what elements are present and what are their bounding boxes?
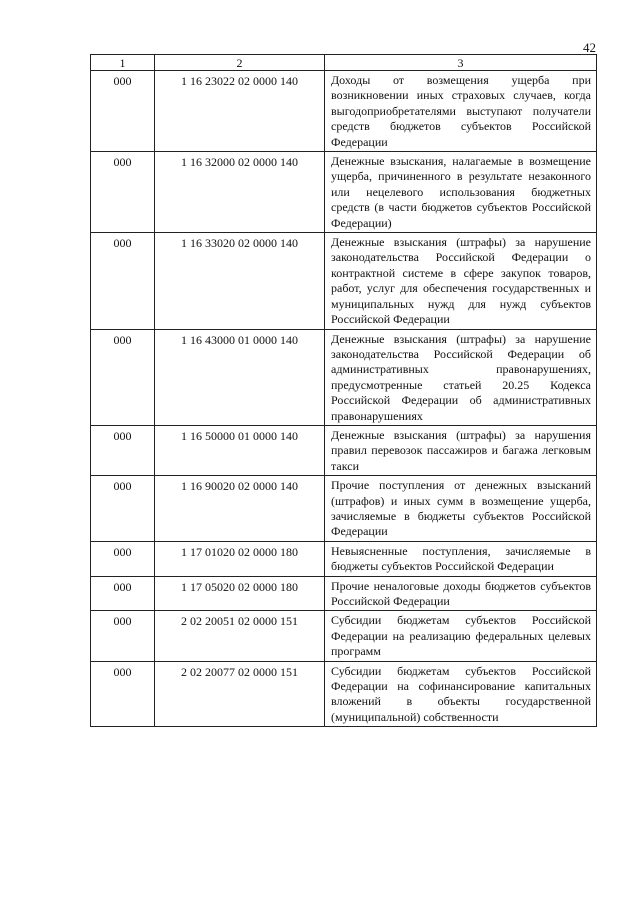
page-number: 42 [583,40,596,55]
revenue-code-cell: 1 16 50000 01 0000 140 [155,425,325,475]
revenue-code-cell: 1 16 33020 02 0000 140 [155,233,325,329]
table-row [91,476,597,542]
description-cell: Денежные взыскания (штрафы) за нарушения правил перевозок пассажиров и багажа легковым такси [325,425,597,475]
admin-code-cell: 000 [91,233,155,329]
admin-code-cell: 000 [91,425,155,475]
revenue-code-cell: 2 02 20051 02 0000 151 [155,611,325,661]
revenue-code-cell: 1 17 01020 02 0000 180 [155,541,325,576]
admin-code-cell: 000 [91,661,155,727]
description-cell: Субсидии бюджетам субъектов Российской Федерации на софинансирование капитальных вложений в объекты государственной (муниципальной) собственности [325,661,597,727]
table-row [91,329,597,425]
revenue-code-cell: 1 16 23022 02 0000 140 [155,71,325,152]
header-row [91,55,597,71]
table-row [91,71,597,152]
description-cell: Денежные взыскания (штрафы) за нарушение законодательства Российской Федерации о контрактной системе в сфере закупок товаров, работ, услуг для обеспечения государственных и муниципальных нужд для нужд субъектов Российской Федерации [325,233,597,329]
description-cell: Невыясненные поступления, зачисляемые в бюджеты субъектов Российской Федерации [325,541,597,576]
description-cell: Доходы от возмещения ущерба при возникновении иных страховых случаев, когда выгодоприобретателями выступают получатели средств бюджетов субъектов Российской Федерации [325,71,597,152]
admin-code-cell: 000 [91,611,155,661]
revenue-code-cell: 2 02 20077 02 0000 151 [155,661,325,727]
table-row [91,661,597,727]
admin-code-cell: 000 [91,329,155,425]
description-cell: Прочие поступления от денежных взысканий (штрафов) и иных сумм в возмещение ущерба, зачисляемые в бюджеты субъектов Российской Федерации [325,476,597,542]
table-row [91,611,597,661]
admin-code-cell: 000 [91,576,155,611]
table-row [91,152,597,233]
header-col-3: 3 [325,55,597,71]
admin-code-cell: 000 [91,541,155,576]
table-row [91,541,597,576]
revenue-code-cell: 1 16 90020 02 0000 140 [155,476,325,542]
admin-code-cell: 000 [91,71,155,152]
table-row [91,576,597,611]
revenue-code-cell: 1 16 43000 01 0000 140 [155,329,325,425]
header-col-1: 1 [91,55,155,71]
description-cell: Денежные взыскания (штрафы) за нарушение законодательства Российской Федерации об административных правонарушениях, предусмотренные статьей 20.25 Кодекса Российской Федерации об административных правонарушениях [325,329,597,425]
table-row [91,233,597,329]
admin-code-cell: 000 [91,476,155,542]
description-cell: Денежные взыскания, налагаемые в возмещение ущерба, причиненного в результате незаконного или нецелевого использования бюджетных средств (в части бюджетов субъектов Российской Федерации) [325,152,597,233]
header-col-2: 2 [155,55,325,71]
admin-code-cell: 000 [91,152,155,233]
revenue-codes-table [90,54,597,727]
description-cell: Субсидии бюджетам субъектов Российской Федерации на реализацию федеральных целевых программ [325,611,597,661]
table-row [91,425,597,475]
revenue-code-cell: 1 16 32000 02 0000 140 [155,152,325,233]
description-cell: Прочие неналоговые доходы бюджетов субъектов Российской Федерации [325,576,597,611]
revenue-code-cell: 1 17 05020 02 0000 180 [155,576,325,611]
